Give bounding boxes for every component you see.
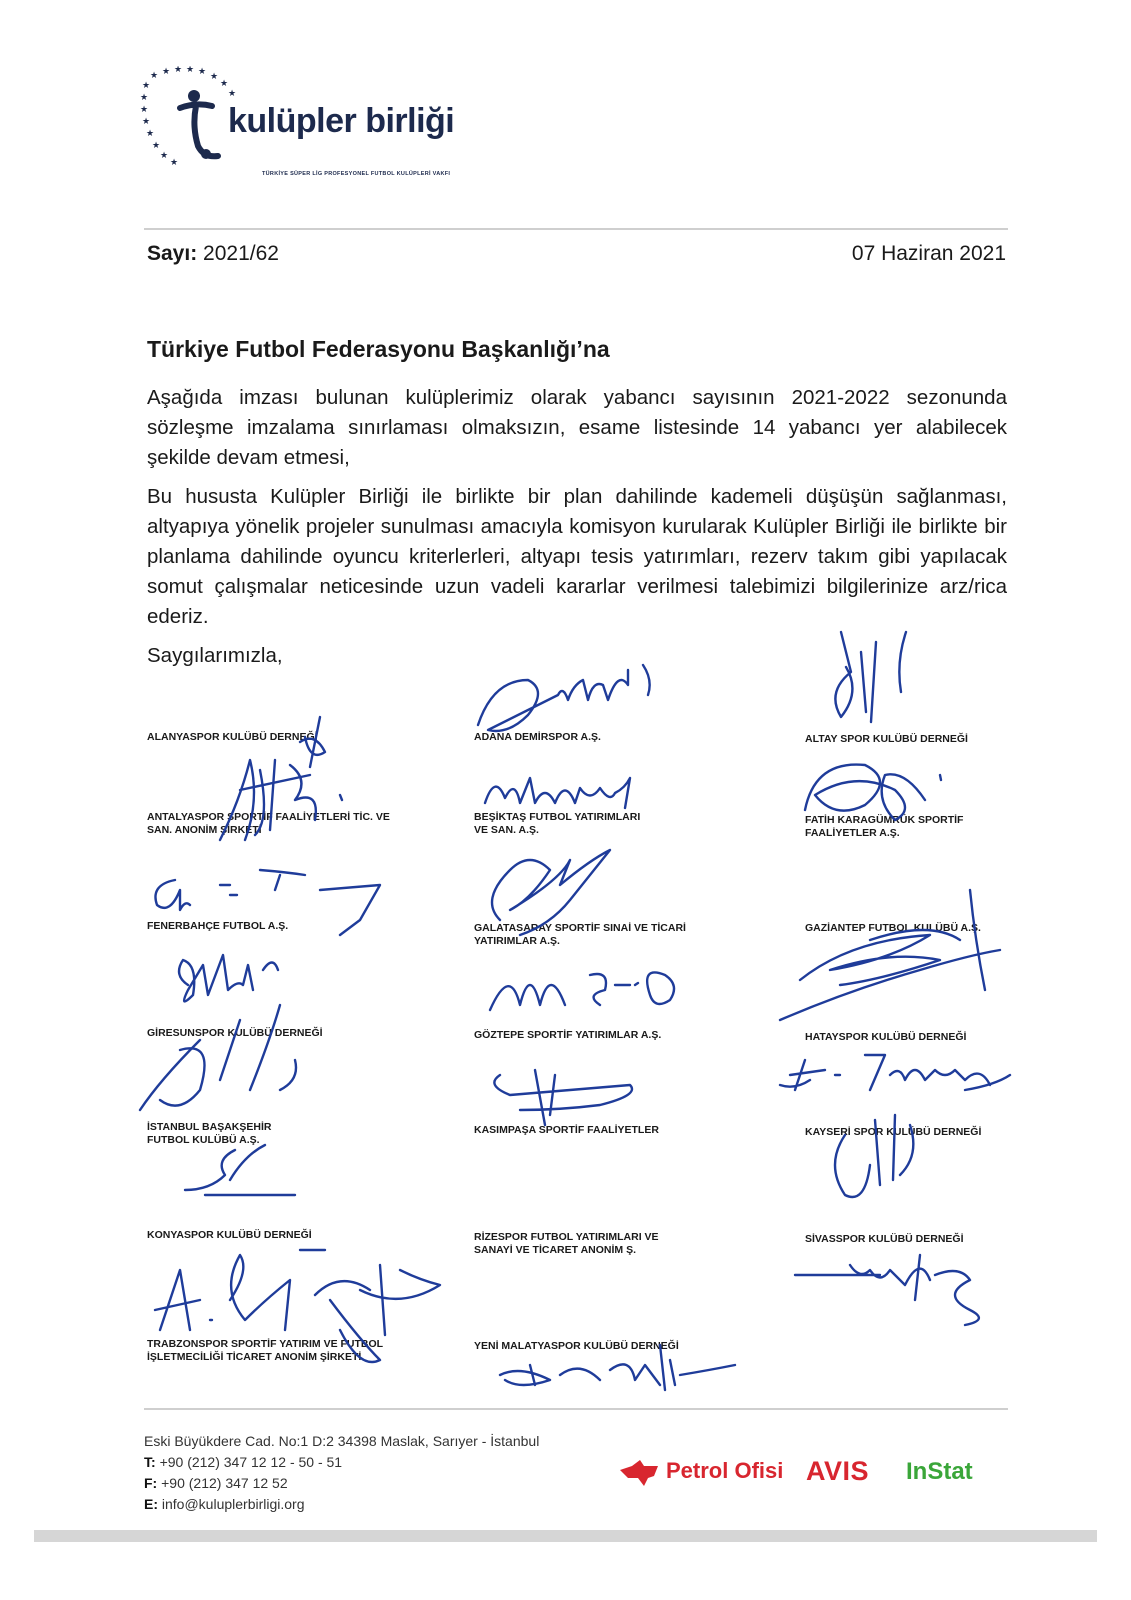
svg-text:★: ★	[146, 129, 155, 139]
svg-text:★: ★	[220, 79, 229, 89]
reference-number	[147, 242, 279, 266]
logo-wordmark: kulüpler birliği	[228, 102, 455, 140]
signature-kasimpasa	[480, 1055, 660, 1135]
svg-text:★: ★	[140, 105, 149, 115]
signature-altay	[806, 622, 916, 742]
logo-subtitle: TÜRKİYE SÜPER LİG PROFESYONEL FUTBOL KULÜPLERİ VAKFI	[262, 171, 451, 177]
footer-fax	[144, 1475, 288, 1491]
club-label-yeni-malatyaspor: YENİ MALATYASPOR KULÜBÜ DERNEĞİ	[474, 1340, 679, 1352]
signature-yeni-malatyaspor	[480, 1335, 740, 1395]
club-label-trabzonspor: TRABZONSPOR SPORTİF YATIRIM VE FUTBOL İŞLETMECİLİĞİ TİCARET ANONİM ŞİRKETİ	[147, 1338, 383, 1363]
club-label-antalyaspor: ANTALYASPOR SPORTİF FAALİYETLERİ TİC. VE SAN. ANONİM ŞİRKETİ	[147, 811, 390, 836]
footer-email-label: E:	[144, 1496, 158, 1512]
svg-text:★: ★	[228, 89, 237, 99]
paragraph-1: Aşağıda imzası bulunan kulüplerimiz olarak yabancı sayısının 2021-2022 sezonunda sözleşme imzalama sınırlaması olmaksızın, esame listesinde 14 yabancı yer alabilecek şekilde devam etmesi,	[147, 386, 1007, 469]
club-label-basaksehir: İSTANBUL BAŞAKŞEHİR FUTBOL KULÜBÜ A.Ş.	[147, 1121, 272, 1146]
sponsor-avis: AVIS	[806, 1456, 870, 1486]
signature-sivasspor	[790, 1235, 1000, 1330]
footer-fax-value: +90 (212) 347 12 52	[161, 1475, 288, 1491]
signature-trabzonspor-2	[320, 1290, 390, 1370]
club-label-altay: ALTAY SPOR KULÜBÜ DERNEĞİ	[805, 733, 968, 745]
footer-fax-label: F:	[144, 1475, 158, 1491]
sponsor-petrol-ofisi: Petrol Ofisi	[666, 1458, 784, 1483]
svg-text:★: ★	[152, 141, 161, 151]
letter-date: 07 Haziran 2021	[851, 242, 1006, 265]
svg-text:★: ★	[142, 81, 151, 91]
club-label-kasimpasa: KASIMPAŞA SPORTİF FAALİYETLER	[474, 1124, 659, 1136]
club-label-fenerbahce: FENERBAHÇE FUTBOL A.Ş.	[147, 920, 289, 932]
signature-adana-demirspor	[468, 640, 668, 745]
club-label-sivasspor: SİVASSPOR KULÜBÜ DERNEĞİ	[805, 1233, 964, 1245]
club-label-gaziantep: GAZİANTEP FUTBOL KULÜBÜ A.Ş.	[805, 922, 981, 934]
footer-divider	[144, 1408, 1008, 1410]
club-label-kayserispor: KAYSERİ SPOR KULÜBÜ DERNEĞİ	[805, 1126, 982, 1138]
sponsor-instat: InStat	[906, 1458, 973, 1485]
svg-text:★: ★	[140, 93, 149, 103]
petrol-ofisi-dog-icon	[618, 1456, 662, 1488]
signature-gaziantep	[770, 880, 1010, 1030]
signature-giresunspor-2	[120, 1000, 320, 1130]
svg-text:★: ★	[174, 66, 183, 75]
closing: Saygılarımızla,	[147, 644, 283, 667]
club-label-rizespor: RİZESPOR FUTBOL YATIRIMLARI VE SANAYİ VE TİCARET ANONİM Ş.	[474, 1231, 659, 1256]
signature-konyaspor	[140, 1240, 450, 1350]
footer-email-value: info@kuluplerbirligi.org	[161, 1496, 305, 1512]
club-label-hatayspor: HATAYSPOR KULÜBÜ DERNEĞİ	[805, 1031, 967, 1043]
club-label-adana-demirspor: ADANA DEMİRSPOR A.Ş.	[474, 731, 601, 743]
club-label-galatasaray: GALATASARAY SPORTİF SINAİ VE TİCARİ YATIRIMLAR A.Ş.	[474, 922, 686, 947]
club-label-besiktas: BEŞİKTAŞ FUTBOL YATIRIMLARI VE SAN. A.Ş.	[474, 811, 641, 836]
paragraph-2: Bu hususta Kulüpler Birliği ile birlikte bir plan dahilinde kademeli düşüşün sağlanması, altyapıya yönelik projeler sunulması amacıyla komisyon kurularak Kulüpler Birliği ile birlikte bir planlama dahilinde oyuncu kriterlerleri, altyapı tesis yatırımları, rezerv takım gibi yapılacak somut çalışmalar neticesinde uzun vadeli kararlar verilmesi talebimizi bilgilerinize arz/rica ederiz.	[147, 485, 1007, 628]
svg-text:★: ★	[210, 72, 219, 82]
footer-email	[144, 1496, 305, 1512]
footer-phone	[144, 1454, 342, 1470]
reference-label: Sayı:	[147, 242, 198, 265]
signature-hatayspor	[775, 1040, 1015, 1100]
club-label-goztepe: GÖZTEPE SPORTİF YATIRIMLAR A.Ş.	[474, 1029, 662, 1041]
addressee: Türkiye Futbol Federasyonu Başkanlığı’na	[147, 336, 610, 362]
club-label-giresunspor: GİRESUNSPOR KULÜBÜ DERNEĞİ	[147, 1027, 323, 1039]
club-label-fatih-karagumruk: FATİH KARAGÜMRÜK SPORTİF FAALİYETLER A.Ş.	[805, 814, 964, 839]
footer-phone-label: T:	[144, 1454, 156, 1470]
svg-text:★: ★	[150, 71, 159, 81]
signature-kayserispor	[815, 1105, 945, 1215]
signature-goztepe	[480, 955, 700, 1015]
club-label-konyaspor: KONYASPOR KULÜBÜ DERNEĞİ	[147, 1229, 312, 1241]
footer-phone-value: +90 (212) 347 12 12 - 50 - 51	[159, 1454, 343, 1470]
svg-text:★: ★	[162, 67, 171, 77]
club-label-alanyaspor: ALANYASPOR KULÜBÜ DERNEĞİ	[147, 731, 318, 743]
signature-basaksehir	[165, 1140, 305, 1210]
signature-antalyaspor	[200, 740, 360, 850]
signature-fenerbahce	[145, 860, 395, 940]
scan-bottom-edge	[34, 1530, 1097, 1542]
svg-text:★: ★	[160, 151, 169, 161]
footer-address: Eski Büyükdere Cad. No:1 D:2 34398 Maslak, Sarıyer - İstanbul	[144, 1433, 540, 1449]
reference-value: 2021/62	[203, 242, 279, 265]
header-divider	[144, 228, 1008, 230]
svg-text:★: ★	[142, 117, 151, 127]
svg-text:★: ★	[170, 158, 179, 168]
signature-besiktas	[475, 758, 645, 818]
signature-galatasaray	[470, 840, 640, 940]
signature-fatih-karagumruk	[795, 750, 955, 830]
svg-text:★: ★	[186, 66, 195, 75]
svg-text:★: ★	[198, 67, 207, 77]
